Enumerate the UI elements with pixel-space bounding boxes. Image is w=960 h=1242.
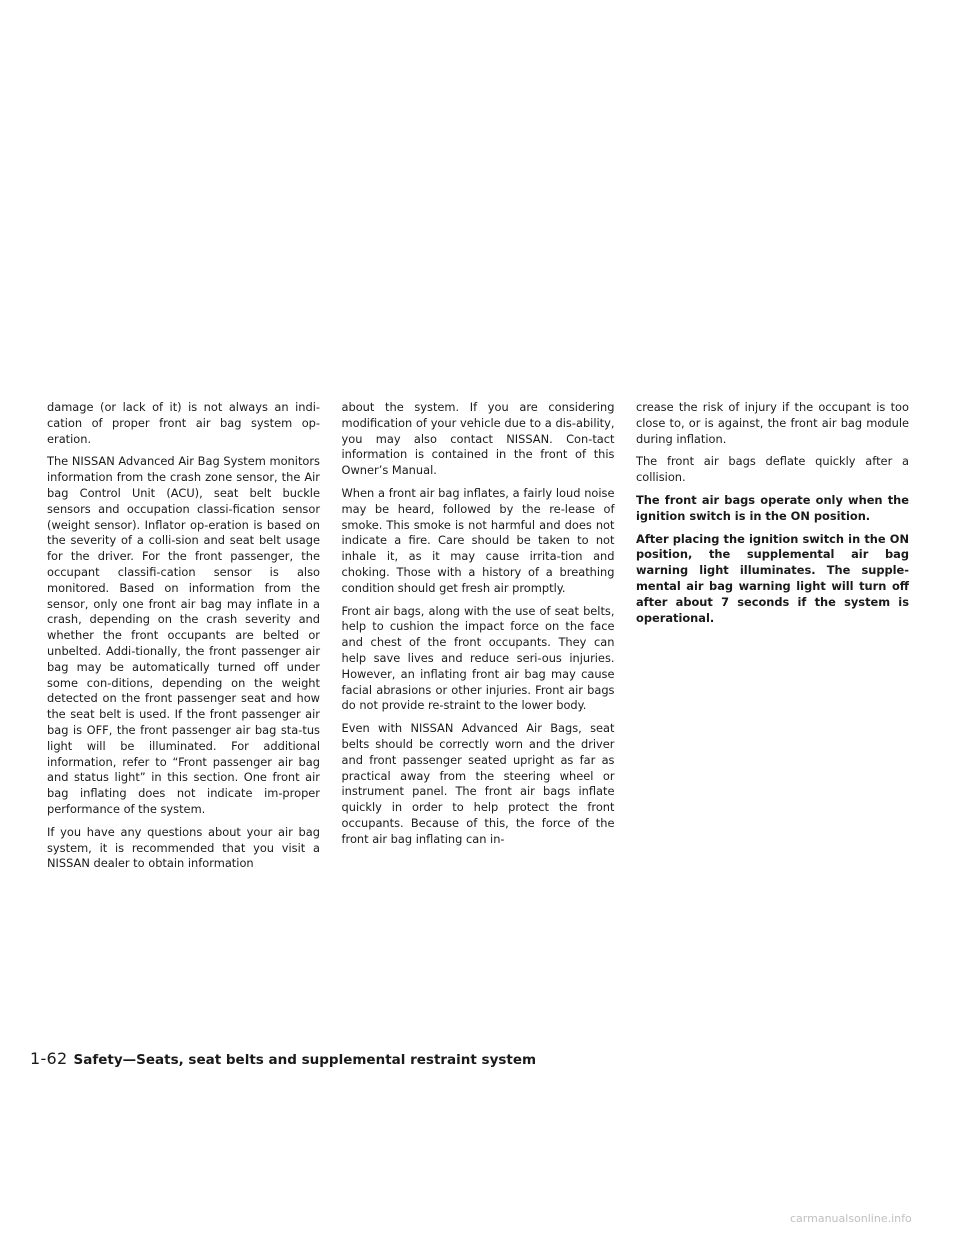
column-middle bbox=[342, 400, 615, 879]
paragraph: Even with NISSAN Advanced Air Bags, seat belts should be correctly worn and the driver and front passenger seated upright as far as practical away from the steering wheel or instrument panel. The front air bags inflate quickly in order to help protect the front occupants. Because of this, the force of the front air bag inflating can in- bbox=[341, 721, 615, 846]
section-title: Safety—Seats, seat belts and supplemental restraint system bbox=[73, 1052, 537, 1068]
page-footer bbox=[30, 1049, 536, 1068]
paragraph: When a front air bag inflates, a fairly loud noise may be heard, followed by the re-lease of smoke. This smoke is not harmful and does not indicate a fire. Care should be taken to not inhale it, as it may cause irrita-tion and choking. Those with a history of a breathing condition should get fresh air promptly. bbox=[341, 485, 615, 595]
bold-paragraph: The front air bags operate only when the ignition switch is in the ON position. bbox=[636, 492, 909, 523]
paragraph: If you have any questions about your air bag system, it is recommended that you visit a NISSAN dealer to obtain information bbox=[47, 824, 320, 871]
watermark: carmanualsonline.info bbox=[790, 1212, 912, 1225]
paragraph: The front air bags deflate quickly after a collision. bbox=[636, 454, 909, 485]
paragraph: Front air bags, along with the use of seat belts, help to cushion the impact force on the face and chest of the front occupants. They can help save lives and reduce seri-ous injuries. However, an inflating front air bag may cause facial abrasions or other injuries. Front air bags do not provide re-straint to the lower body. bbox=[341, 603, 615, 713]
page-number: 1-62 bbox=[30, 1049, 68, 1068]
column-right bbox=[636, 400, 909, 879]
column-left bbox=[47, 400, 320, 879]
paragraph: damage (or lack of it) is not always an indi-cation of proper front air bag system op-eration. bbox=[47, 400, 320, 446]
paragraph: crease the risk of injury if the occupant is too close to, or is against, the front air bag module during inflation. bbox=[636, 400, 909, 446]
paragraph: The NISSAN Advanced Air Bag System monitors information from the crash zone sensor, the Air bag Control Unit (ACU), seat belt buckle sensors and occupation classi-fication sensor (weight sensor). Inflator op-eration is based on the severity of a colli-sion and seat belt usage for the driver. For the front passenger, the occupant classifi-cation sensor is also monitored. Based on information from the sensor, only one front air bag may inflate in a crash, depending on the crash severity and whether the front occupants are belted or unbelted. Addi-tionally, the front passenger air bag may be automatically turned off under some con-ditions, depending on the weight detected on the front passenger seat and how the seat belt is used. If the front passenger air bag is OFF, the front passenger air bag sta-tus light will be illuminated. For additional information, refer to “Front passenger air bag and status light” in this section. One front air bag inflating does not indicate im-proper performance of the system. bbox=[47, 454, 320, 816]
text-columns bbox=[47, 400, 909, 879]
paragraph: about the system. If you are considering modification of your vehicle due to a dis-ability, you may also contact NISSAN. Con-tact information is contained in the front of this Owner’s Manual. bbox=[341, 400, 615, 478]
bold-paragraph: After placing the ignition switch in the ON position, the supplemental air bag warning light illuminates. The supple-mental air bag warning light will turn off after about 7 seconds if the system is operational. bbox=[636, 531, 909, 625]
